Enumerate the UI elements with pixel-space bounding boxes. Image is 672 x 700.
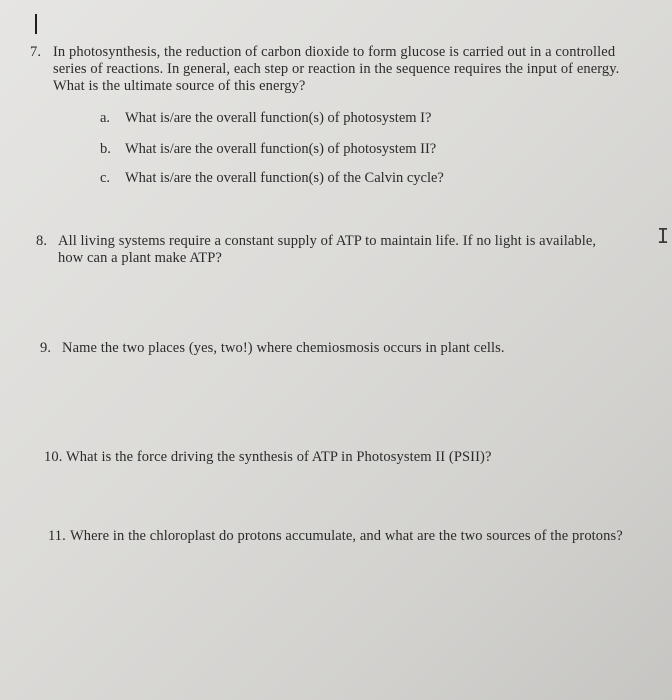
question-8 xyxy=(36,233,616,267)
question-7b-text: What is/are the overall function(s) of photosystem II? xyxy=(125,141,437,157)
question-7c-text: What is/are the overall function(s) of the Calvin cycle? xyxy=(125,170,444,186)
question-7c-letter: c. xyxy=(100,170,111,186)
question-7-number: 7. xyxy=(30,44,42,60)
question-7a-letter: a. xyxy=(100,110,111,126)
text-insertion-cursor-icon xyxy=(35,14,37,34)
question-11-number: 11. xyxy=(48,528,66,544)
question-9 xyxy=(40,340,620,357)
question-7a-text: What is/are the overall function(s) of photosystem I? xyxy=(125,110,432,126)
question-10 xyxy=(44,449,624,466)
question-10-text: What is the force driving the synthesis of ATP in Photosystem II (PSII)? xyxy=(66,449,492,465)
question-9-number: 9. xyxy=(40,340,52,356)
question-8-number: 8. xyxy=(36,233,48,249)
question-11-text: Where in the chloroplast do protons accumulate, and what are the two sources of the protons? xyxy=(70,528,623,544)
question-9-text: Name the two places (yes, two!) where chemiosmosis occurs in plant cells. xyxy=(62,340,505,356)
question-7b-letter: b. xyxy=(100,141,111,157)
question-7 xyxy=(30,44,620,95)
question-8-text: All living systems require a constant supply of ATP to maintain life. If no light is available, how can a plant make ATP? xyxy=(58,233,597,266)
question-7-text: In photosynthesis, the reduction of carbon dioxide to form glucose is carried out in a controlled series of reactions. In general, each step or reaction in the sequence requires the input of energy. What is the ultimate source of this energy? xyxy=(53,44,620,94)
text-cursor-icon: I xyxy=(657,224,670,248)
question-10-number: 10. xyxy=(44,449,63,465)
question-11 xyxy=(48,528,638,545)
